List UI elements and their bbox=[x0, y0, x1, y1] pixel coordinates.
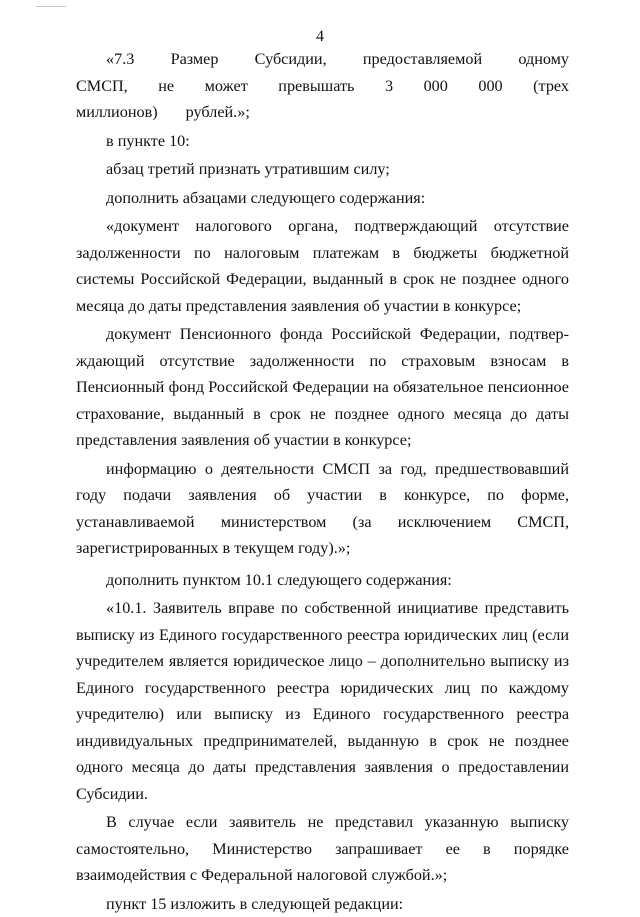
paragraph-add-10-1: дополнить пунктом 10.1 следующего содержания: bbox=[76, 567, 569, 594]
page-number: 4 bbox=[0, 28, 640, 46]
paragraph-7-3: «7.3 Размер Субсидии, предоставляемой одному СМСП, не может превышать 3 000 000 (трех миллионов) рублей.»; bbox=[76, 46, 569, 126]
paragraph-tax-service-request: В случае если заявитель не представил указанную выписку самостоятельно, Министерство запрашивает ее в порядке взаимодействия с Федеральной налоговой службой.»; bbox=[76, 809, 569, 889]
paragraph-activity-info: информацию о деятельности СМСП за год, предшествовавший году подачи заявления об участии в конкурсе, по форме, устанавливаемой министерством (за исключением СМСП, зарегистрированных в текущем году).»; bbox=[76, 456, 569, 562]
paragraph-point-10: в пункте 10: bbox=[76, 128, 569, 155]
scan-artifact bbox=[36, 6, 66, 7]
paragraph-point-15: пункт 15 изложить в следующей редакции: bbox=[76, 891, 569, 917]
paragraph-10-1: «10.1. Заявитель вправе по собственной инициативе представить выписку из Единого государственного реестра юридических лиц (если учредителем является юридическое лицо – дополнительно выписку из Единого государственного реестра юридических лиц по каждому учредителю) или выписку из Единого государственного реестра индивидуальных предпринимателей, выданную в срок не позднее одного месяца до даты представления заявления о предоставлении Субсидии. bbox=[76, 595, 569, 807]
paragraph-tax-document: «документ налогового органа, подтверждающий отсутствие задолженности по налоговым платежам в бюджеты бюджетной системы Российской Федерации, выданный в срок не позднее одного месяца до даты представления заявления об участии в конкурсе; bbox=[76, 213, 569, 319]
paragraph-add-clauses: дополнить абзацами следующего содержания: bbox=[76, 185, 569, 212]
paragraph-pension-document: документ Пенсионного фонда Российской Федерации, подтверждающий отсутствие задолженности по страховым взносам в Пенсионный фонд Российской Федерации на обязательное пенсионное страхование, выданный в срок не позднее одного месяца до даты представления заявления об участии в конкурсе; bbox=[76, 321, 569, 454]
paragraph-repeal-third: абзац третий признать утратившим силу; bbox=[76, 156, 569, 183]
document-body bbox=[76, 46, 569, 917]
